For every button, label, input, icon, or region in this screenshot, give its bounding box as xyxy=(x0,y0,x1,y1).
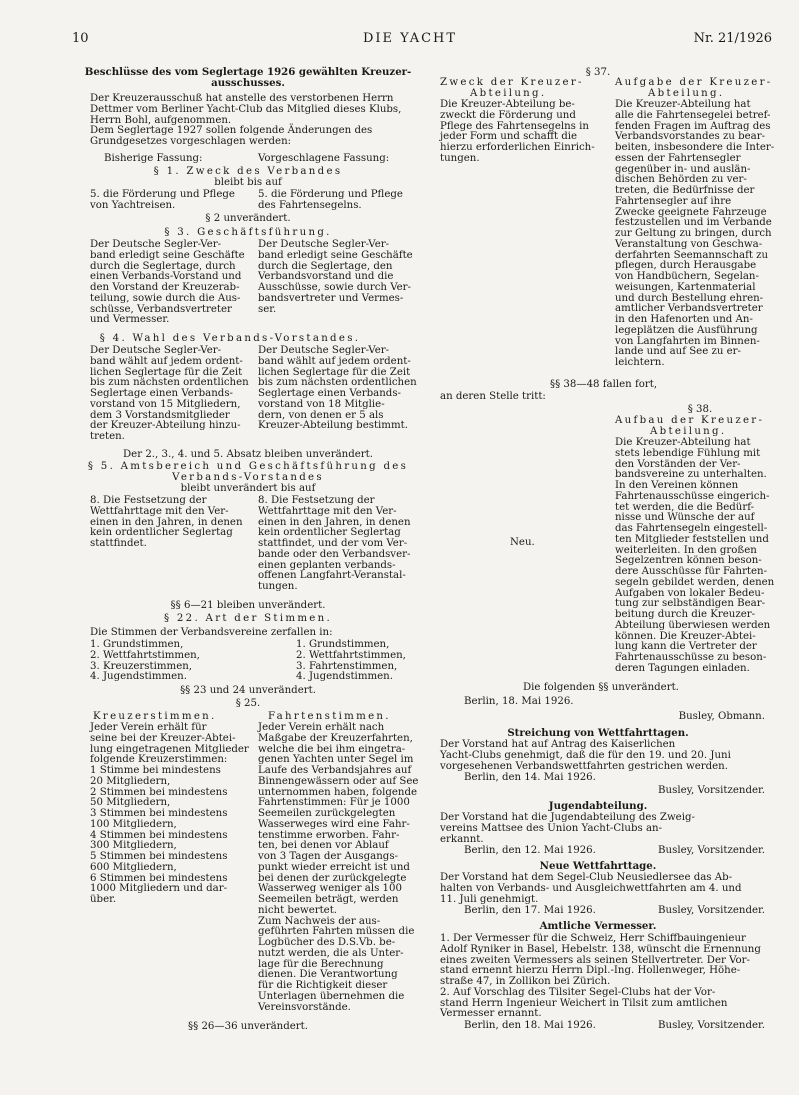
new-text-line: fenden Fragen im Auftrag des xyxy=(615,120,771,132)
new-text-line: Wasserweg weniger als 100 xyxy=(258,883,402,895)
old-text-line: 5 Stimmen bei mindestens xyxy=(90,851,228,862)
old-text-line: hierzu erforderlichen Einrich- xyxy=(440,142,595,153)
old-subtitle: Kreuzerstimmen. xyxy=(93,711,217,722)
new-text-line: Unterlagen übernehmen die xyxy=(258,990,405,1002)
new-text-line: genen Yachten unter Segel im xyxy=(258,754,414,766)
old-text-line: 5. die Förderung und Pflege xyxy=(90,189,235,200)
signature: Busley, Obmann. xyxy=(678,711,765,722)
new-text-line: tenstimme erworben. Fahr- xyxy=(258,829,400,841)
old-text-line: folgende Kreuzerstimmen: xyxy=(90,754,228,766)
section-note: §§ 23 und 24 unverändert. xyxy=(180,685,316,696)
new-text-line: Fahrtenausschüsse zu beson- xyxy=(615,652,767,663)
new-text-line: Fahrtenstimmen: Für je 1000 xyxy=(258,797,410,809)
old-text-line: 2 Stimmen bei mindestens xyxy=(90,786,228,798)
new-subtitle: Fahrtenstimmen. xyxy=(268,711,391,722)
intro-line: Dem Seglertage 1927 sollen folgende Änderungen des xyxy=(90,125,373,137)
journal-title: DIE YACHT xyxy=(362,31,458,46)
section-note: §§ 26—36 unverändert. xyxy=(188,1021,308,1032)
old-text-line: band erledigt seine Geschäfte xyxy=(90,249,245,261)
new-text-line: Seemeilen zurückgelegten xyxy=(258,808,396,819)
new-text-line: nisse und Wünsche der auf xyxy=(615,512,755,524)
text-line: halten von Verbands- und Ausgleichwettfahrten am 4. und xyxy=(440,882,742,894)
new-text-line: ser. xyxy=(258,303,277,315)
new-text-line: bei denen der zurückgelegte xyxy=(258,872,407,884)
section-heading: § 37. xyxy=(585,67,611,78)
text-line: Der Vorstand hat dem Segel-Club Neusiedlersee das Ab- xyxy=(440,872,733,883)
old-text-line: 1 Stimme bei mindestens xyxy=(90,765,221,776)
new-text-line: Wasserweges wird eine Fahr- xyxy=(258,818,410,830)
new-text-line: dienen. Die Verantwortung xyxy=(258,969,398,981)
section-note: §§ 6—21 bleiben unverändert. xyxy=(170,600,326,611)
new-text-line: lande und auf See zu er- xyxy=(615,346,741,358)
old-text-line: Seglertage einen Verbands- xyxy=(90,388,233,399)
text-line: erkannt. xyxy=(440,833,484,845)
old-text-line: lichen Seglertage für die Zeit xyxy=(90,366,243,378)
section-note: Der 2., 3., 4. und 5. Absatz bleiben unverändert. xyxy=(123,449,373,460)
new-text-line: Jeder Verein erhält nach xyxy=(258,722,385,733)
new-text-line: einen in den Jahren, in denen xyxy=(258,516,411,528)
text-line: Der Vorstand hat die Jugendabteilung des Zweig- xyxy=(440,812,695,823)
new-text-line: von 3 Tagen der Ausgangs- xyxy=(258,851,398,862)
old-text-line: dem 3 Vorstandsmitglieder xyxy=(90,409,230,421)
new-text-line: band erledigt seine Geschäfte xyxy=(258,249,413,261)
old-text-line: 6 Stimmen bei mindestens xyxy=(90,872,228,884)
old-text-line: 1. Grundstimmen, xyxy=(90,639,184,650)
new-text-line: nicht bewertet. xyxy=(258,904,338,916)
new-text-line: in den Hafenorten und An- xyxy=(615,314,753,325)
old-text-line: kein ordentlicher Seglertag xyxy=(90,527,233,539)
new-text-line: Der Deutsche Segler-Ver- xyxy=(258,239,390,250)
old-text-line: 4 Stimmen bei mindestens xyxy=(90,829,228,841)
new-text-line: können. Die Kreuzer-Abtei- xyxy=(615,630,756,642)
new-text-line: Wettfahrttage mit den Ver- xyxy=(258,505,397,517)
new-text-line: bis zum nächsten ordentlichen xyxy=(258,377,417,389)
text-line: Der Vorstand hat auf Antrag des Kaiserlichen xyxy=(440,739,676,750)
old-text-line: 8. Die Festsetzung der xyxy=(90,495,207,506)
new-text-line: lichen Seglertage für die Zeit xyxy=(258,366,411,378)
old-text-line: Der Deutsche Segler-Ver- xyxy=(90,239,222,250)
text-line: Adolf Ryniker in Basel, Hebelstr. 138, wünscht die Ernennung xyxy=(440,943,761,955)
new-text-line: tungen. xyxy=(258,581,298,592)
old-text-line: den Vorstand der Kreuzerab- xyxy=(90,282,240,293)
new-text-line: Fahrtenausschüsse eingerich- xyxy=(615,490,770,502)
new-text-line: Verbandsvorstand und die xyxy=(258,271,394,283)
section-note: § 2 unverändert. xyxy=(205,213,291,224)
new-text-line: bandsvereine zu unterhalten. xyxy=(615,469,767,481)
new-text-line: welche die bei ihm eingetra- xyxy=(258,743,406,755)
old-text-line: treten. xyxy=(90,431,125,442)
new-text-line: gegenüber in- und auslän- xyxy=(615,163,751,175)
new-text-line: segeln gebildet werden, denen xyxy=(615,576,775,588)
old-text-line: jeder Form und schafft die xyxy=(440,131,578,143)
article-title: Beschlüsse des vom Seglertage 1926 gewählten Kreuzer- xyxy=(84,66,412,78)
section-text: Die folgenden §§ unverändert. xyxy=(523,682,679,693)
new-text-line: stattfindet, und der vom Ver- xyxy=(258,538,408,549)
new-text-line: kein ordentlicher Seglertag xyxy=(258,527,401,539)
old-text-line: durch die Seglertage, durch xyxy=(90,260,236,272)
signature: Busley, Vorsitzender. xyxy=(658,785,765,796)
old-text-line: 20 Mitgliedern, xyxy=(90,775,171,787)
new-text-line: punkt wieder erreicht ist und xyxy=(258,861,410,873)
article-title: Streichung von Wettfahrttagen. xyxy=(507,727,689,739)
old-text-line: 3 Stimmen bei mindestens xyxy=(90,808,228,819)
new-text-line: beiten, insbesondere die Inter- xyxy=(615,142,775,153)
new-subtitle: Aufgabe der Kreuzer- xyxy=(615,77,773,88)
new-text-line: einen geplanten verbands- xyxy=(258,559,396,571)
old-subtitle: Abteilung. xyxy=(470,88,547,99)
new-text-line: legeplätzen die Ausführung xyxy=(615,324,758,336)
old-text-line: tungen. xyxy=(440,152,480,164)
intro-line: Grundgesetzes vorgeschlagen werden: xyxy=(90,136,292,147)
old-text-line: 100 Mitgliedern, xyxy=(90,818,177,830)
article-title: Neue Wettfahrttage. xyxy=(539,860,657,872)
old-text-line: lung eingetragenen Mitglieder xyxy=(90,743,249,755)
new-text-line: vorstand von 18 Mitglie- xyxy=(258,398,385,410)
text-line: 2. Auf Vorschlag des Tilsiter Segel-Clubs hat der Vor- xyxy=(440,986,716,998)
section-heading: Verbands-Vorstandes xyxy=(172,472,324,483)
old-text-line: der Kreuzer-Abteilung hinzu- xyxy=(90,420,241,432)
old-text-line: band wählt auf jedem ordent- xyxy=(90,355,243,367)
article-title: Amtliche Vermesser. xyxy=(539,920,657,932)
section-heading: § 1. Zweck des Verbandes xyxy=(153,166,343,177)
new-text-line: stets lebendige Fühlung mit xyxy=(615,447,761,459)
date-line: Berlin, den 18. Mai 1926. xyxy=(464,1020,596,1031)
old-text-line: 50 Mitgliedern, xyxy=(90,797,171,809)
old-text-line: von Yachtreisen. xyxy=(90,199,176,211)
new-text-line: Binnengewässern oder auf See xyxy=(258,775,419,787)
new-text-line: Abteilung überwiesen werden xyxy=(615,619,771,631)
section-heading: § 38. xyxy=(687,404,713,415)
new-text-line: Verbandsvorstandes zu bear- xyxy=(615,131,766,143)
new-text-line: durch die Seglertage, den xyxy=(258,260,393,272)
intro-line: Herrn Bohl, aufgenommen. xyxy=(90,114,232,126)
text-line: Vermesser ernannt. xyxy=(440,1008,542,1020)
new-text-line: von Handbüchern, Segelan- xyxy=(615,271,759,282)
old-text-line: Die Kreuzer-Abteilung be- xyxy=(440,99,575,110)
intro-line: Der Kreuzerausschuß hat anstelle des verstorbenen Herrn xyxy=(90,93,394,104)
old-text-line: schüsse, Verbandsvertreter xyxy=(90,303,232,315)
old-text-line: 4. Jugendstimmen. xyxy=(90,671,187,683)
new-text-line: für die Richtigkeit dieser xyxy=(258,980,388,991)
new-text-line: In den Vereinen können xyxy=(615,480,739,491)
new-text-line: und durch Bestellung ehren- xyxy=(615,292,764,304)
old-text-line: teilung, sowie durch die Aus- xyxy=(90,292,241,304)
old-text-line: einen Verbands-Vorstand und xyxy=(90,271,242,283)
new-text-line: den Vorständen der Ver- xyxy=(615,458,741,470)
old-text-line: Neu. xyxy=(510,537,535,548)
new-text-line: Aufgaben von lokaler Bedeu- xyxy=(615,587,765,599)
column-heading-right: Vorgeschlagene Fassung: xyxy=(258,153,390,164)
new-text-line: unternommen haben, folgende xyxy=(258,786,418,798)
new-text-line: 5. die Förderung und Pflege xyxy=(258,189,403,200)
old-text-line: 2. Wettfahrtstimmen, xyxy=(90,649,200,661)
section-heading: § 3. Geschäftsführung. xyxy=(164,227,332,238)
new-text-line: dischen Behörden zu ver- xyxy=(615,174,747,186)
new-text-line: treten, die Bedürfnisse der xyxy=(615,185,755,196)
new-text-line: Kreuzer-Abteilung bestimmt. xyxy=(258,420,408,432)
new-text-line: bande oder den Verbandsver- xyxy=(258,548,411,560)
old-text-line: Der Deutsche Segler-Ver- xyxy=(90,345,222,356)
old-text-line: zweckt die Förderung und xyxy=(440,109,576,121)
new-text-line: Die Kreuzer-Abteilung hat xyxy=(615,99,751,110)
old-text-line: Pflege des Fahrtensegelns in xyxy=(440,120,589,132)
text-line: stand ernennt hierzu Herrn Dipl.-Ing. Hollenweger, Höhe- xyxy=(440,965,741,977)
new-text-line: tet werden, die die Bedürf- xyxy=(615,501,755,513)
section-heading: § 4. Wahl des Verbands-Vorstandes. xyxy=(99,333,361,344)
new-text-line: Seemeilen beträgt, werden xyxy=(258,894,399,905)
page-number: 10 xyxy=(72,31,89,46)
new-text-line: nutzt werden, die als Unter- xyxy=(258,947,404,959)
new-text-line: Segelzentren können beson- xyxy=(615,555,762,567)
new-text-line: zur Geltung zu bringen, durch xyxy=(615,228,772,239)
text-line: vorgesehenen Verbandswettfahrten gestrichen werden. xyxy=(440,760,728,772)
new-text-line: leichtern. xyxy=(615,357,665,368)
text-line: 1. Der Vermesser für die Schweiz, Herr Schiffbauingenieur xyxy=(440,933,746,944)
new-text-line: 4. Jugendstimmen. xyxy=(296,671,393,683)
new-text-line: ten, bei denen vor Ablauf xyxy=(258,840,389,852)
new-text-line: ten Mitglieder feststellen und xyxy=(615,533,769,545)
intro-line: Dettmer vom Berliner Yacht-Club das Mitglied dieses Klubs, xyxy=(90,103,402,115)
new-text-line: Veranstaltung von Geschwa- xyxy=(615,238,763,250)
new-text-line: 2. Wettfahrtstimmen, xyxy=(296,649,406,661)
new-text-line: amtlicher Verbandsvertreter xyxy=(615,303,763,315)
new-text-line: des Fahrtensegelns. xyxy=(258,199,362,211)
section-note: §§ 38—48 fallen fort, xyxy=(550,379,658,390)
section-text: Die Stimmen der Verbandsvereine zerfallen in: xyxy=(90,627,333,638)
section-heading: § 5. Amtsbereich und Geschäftsführung des xyxy=(87,461,409,472)
date-line: Berlin, den 12. Mai 1926. xyxy=(464,845,596,856)
text-line: straße 47, in Zollikon bei Zürich. xyxy=(440,976,611,987)
new-text-line: das Fahrtensegeln eingestell- xyxy=(615,523,768,534)
old-text-line: und Vermesser. xyxy=(90,314,170,326)
old-text-line: einen in den Jahren, in denen xyxy=(90,516,243,528)
new-text-line: Vereinsvorstände. xyxy=(258,1001,351,1013)
new-text-line: bandsvertreter und Vermes- xyxy=(258,292,404,304)
new-text-line: offenen Langfahrt-Veranstal- xyxy=(258,570,406,582)
old-text-line: 1000 Mitgliedern und dar- xyxy=(90,883,228,895)
new-text-line: geführten Fahrten müssen die xyxy=(258,926,415,938)
new-text-line: alle die Fahrtensegelei betref- xyxy=(615,109,771,121)
new-text-line: band wählt auf jedem ordent- xyxy=(258,355,411,367)
new-text-line: 8. Die Festsetzung der xyxy=(258,495,375,506)
text-line: 11. Juli genehmigt. xyxy=(440,893,539,905)
section-heading: § 25. xyxy=(235,698,261,709)
new-text-line: 1. Grundstimmen, xyxy=(296,639,390,650)
date-line: Berlin, den 17. Mai 1926. xyxy=(464,905,596,916)
new-text-line: Laufe des Verbandsjahres auf xyxy=(258,765,412,776)
old-text-line: über. xyxy=(90,894,117,905)
new-text-line: festzustellen und im Verbande xyxy=(615,217,772,229)
new-text-line: Zum Nachweis der aus- xyxy=(258,915,381,927)
new-text-line: lage für die Berechnung xyxy=(258,958,384,970)
new-text-line: dern, von denen er 5 als xyxy=(258,409,384,421)
new-text-line: Seglertage einen Verbands- xyxy=(258,388,401,399)
old-subtitle: Zweck der Kreuzer- xyxy=(440,77,584,88)
signature: Busley, Vorsitzender. xyxy=(658,845,765,856)
new-subtitle: Abteilung. xyxy=(650,426,727,437)
old-text-line: Jeder Verein erhält für xyxy=(90,722,207,733)
new-text-line: lung kann die Vertreter der xyxy=(615,641,757,653)
issue-number: Nr. 21/1926 xyxy=(693,31,772,46)
old-text-line: Wettfahrttage mit den Ver- xyxy=(90,505,229,517)
old-text-line: seine bei der Kreuzer-Abtei- xyxy=(90,732,236,744)
new-subtitle: Abteilung. xyxy=(648,88,725,99)
article-title: ausschusses. xyxy=(211,77,285,89)
signature: Busley, Vorsitzender. xyxy=(658,1020,765,1031)
old-text-line: bis zum nächsten ordentlichen xyxy=(90,377,249,389)
new-text-line: dere Ausschüsse für Fahrten- xyxy=(615,566,768,577)
new-text-line: derfahrten Seemannschaft zu xyxy=(615,249,769,261)
text-line: stand Herrn Ingenieur Weichert in Tilsit zum amtlichen xyxy=(440,997,728,1009)
new-text-line: weiterleiten. In den großen xyxy=(615,544,757,556)
signature: Busley, Vorsitzender. xyxy=(658,905,765,916)
new-text-line: Fahrtensegler auf ihre xyxy=(615,195,732,207)
section-text: bleibt unverändert bis auf xyxy=(180,483,316,494)
new-text-line: Logbücher des D.S.Vb. be- xyxy=(258,937,396,948)
new-text-line: von Langfahrten im Binnen- xyxy=(615,335,760,347)
new-text-line: Maßgabe der Kreuzerfahrten, xyxy=(258,732,413,744)
new-text-line: deren Tagungen einladen. xyxy=(615,662,750,674)
text-line: vereins Mattsee des Union Yacht-Clubs an- xyxy=(440,822,663,834)
new-text-line: essen der Fahrtensegler xyxy=(615,152,741,164)
new-text-line: Der Deutsche Segler-Ver- xyxy=(258,345,390,356)
new-text-line: Ausschüsse, sowie durch Ver- xyxy=(258,282,411,293)
new-text-line: tung zur selbständigen Bear- xyxy=(615,598,766,610)
old-text-line: vorstand von 15 Mitgliedern, xyxy=(90,398,241,410)
new-text-line: 3. Fahrtenstimmen, xyxy=(296,660,398,672)
section-note: an deren Stelle tritt: xyxy=(440,391,546,402)
old-text-line: 300 Mitgliedern, xyxy=(90,840,177,852)
new-text-line: Zwecke geeignete Fahrzeuge xyxy=(615,206,767,218)
section-heading: § 22. Art der Stimmen. xyxy=(163,613,333,624)
section-text: bleibt bis auf xyxy=(214,177,282,188)
old-text-line: 600 Mitgliedern, xyxy=(90,861,177,873)
old-text-line: 3. Kreuzerstimmen, xyxy=(90,660,193,672)
old-text-line: stattfindet. xyxy=(90,538,147,549)
new-text-line: Die Kreuzer-Abteilung hat xyxy=(615,437,751,448)
new-subtitle: Aufbau der Kreuzer- xyxy=(615,415,765,426)
new-text-line: pflegen, durch Herausgabe xyxy=(615,260,757,272)
new-text-line: weisungen, Kartenmaterial xyxy=(615,281,756,293)
date-line: Berlin, den 14. Mai 1926. xyxy=(464,772,596,783)
column-heading-left: Bisherige Fassung: xyxy=(104,153,203,164)
text-line: eines zweiten Vermessers als seinen Stellvertreter. Der Vor- xyxy=(440,954,750,966)
text-line: Yacht-Clubs genehmigt, daß die für den 19. und 20. Juni xyxy=(440,749,731,761)
article-title: Jugendabteilung. xyxy=(548,800,648,812)
date-line: Berlin, 18. Mai 1926. xyxy=(464,696,574,707)
new-text-line: beitung durch die Kreuzer- xyxy=(615,609,756,620)
